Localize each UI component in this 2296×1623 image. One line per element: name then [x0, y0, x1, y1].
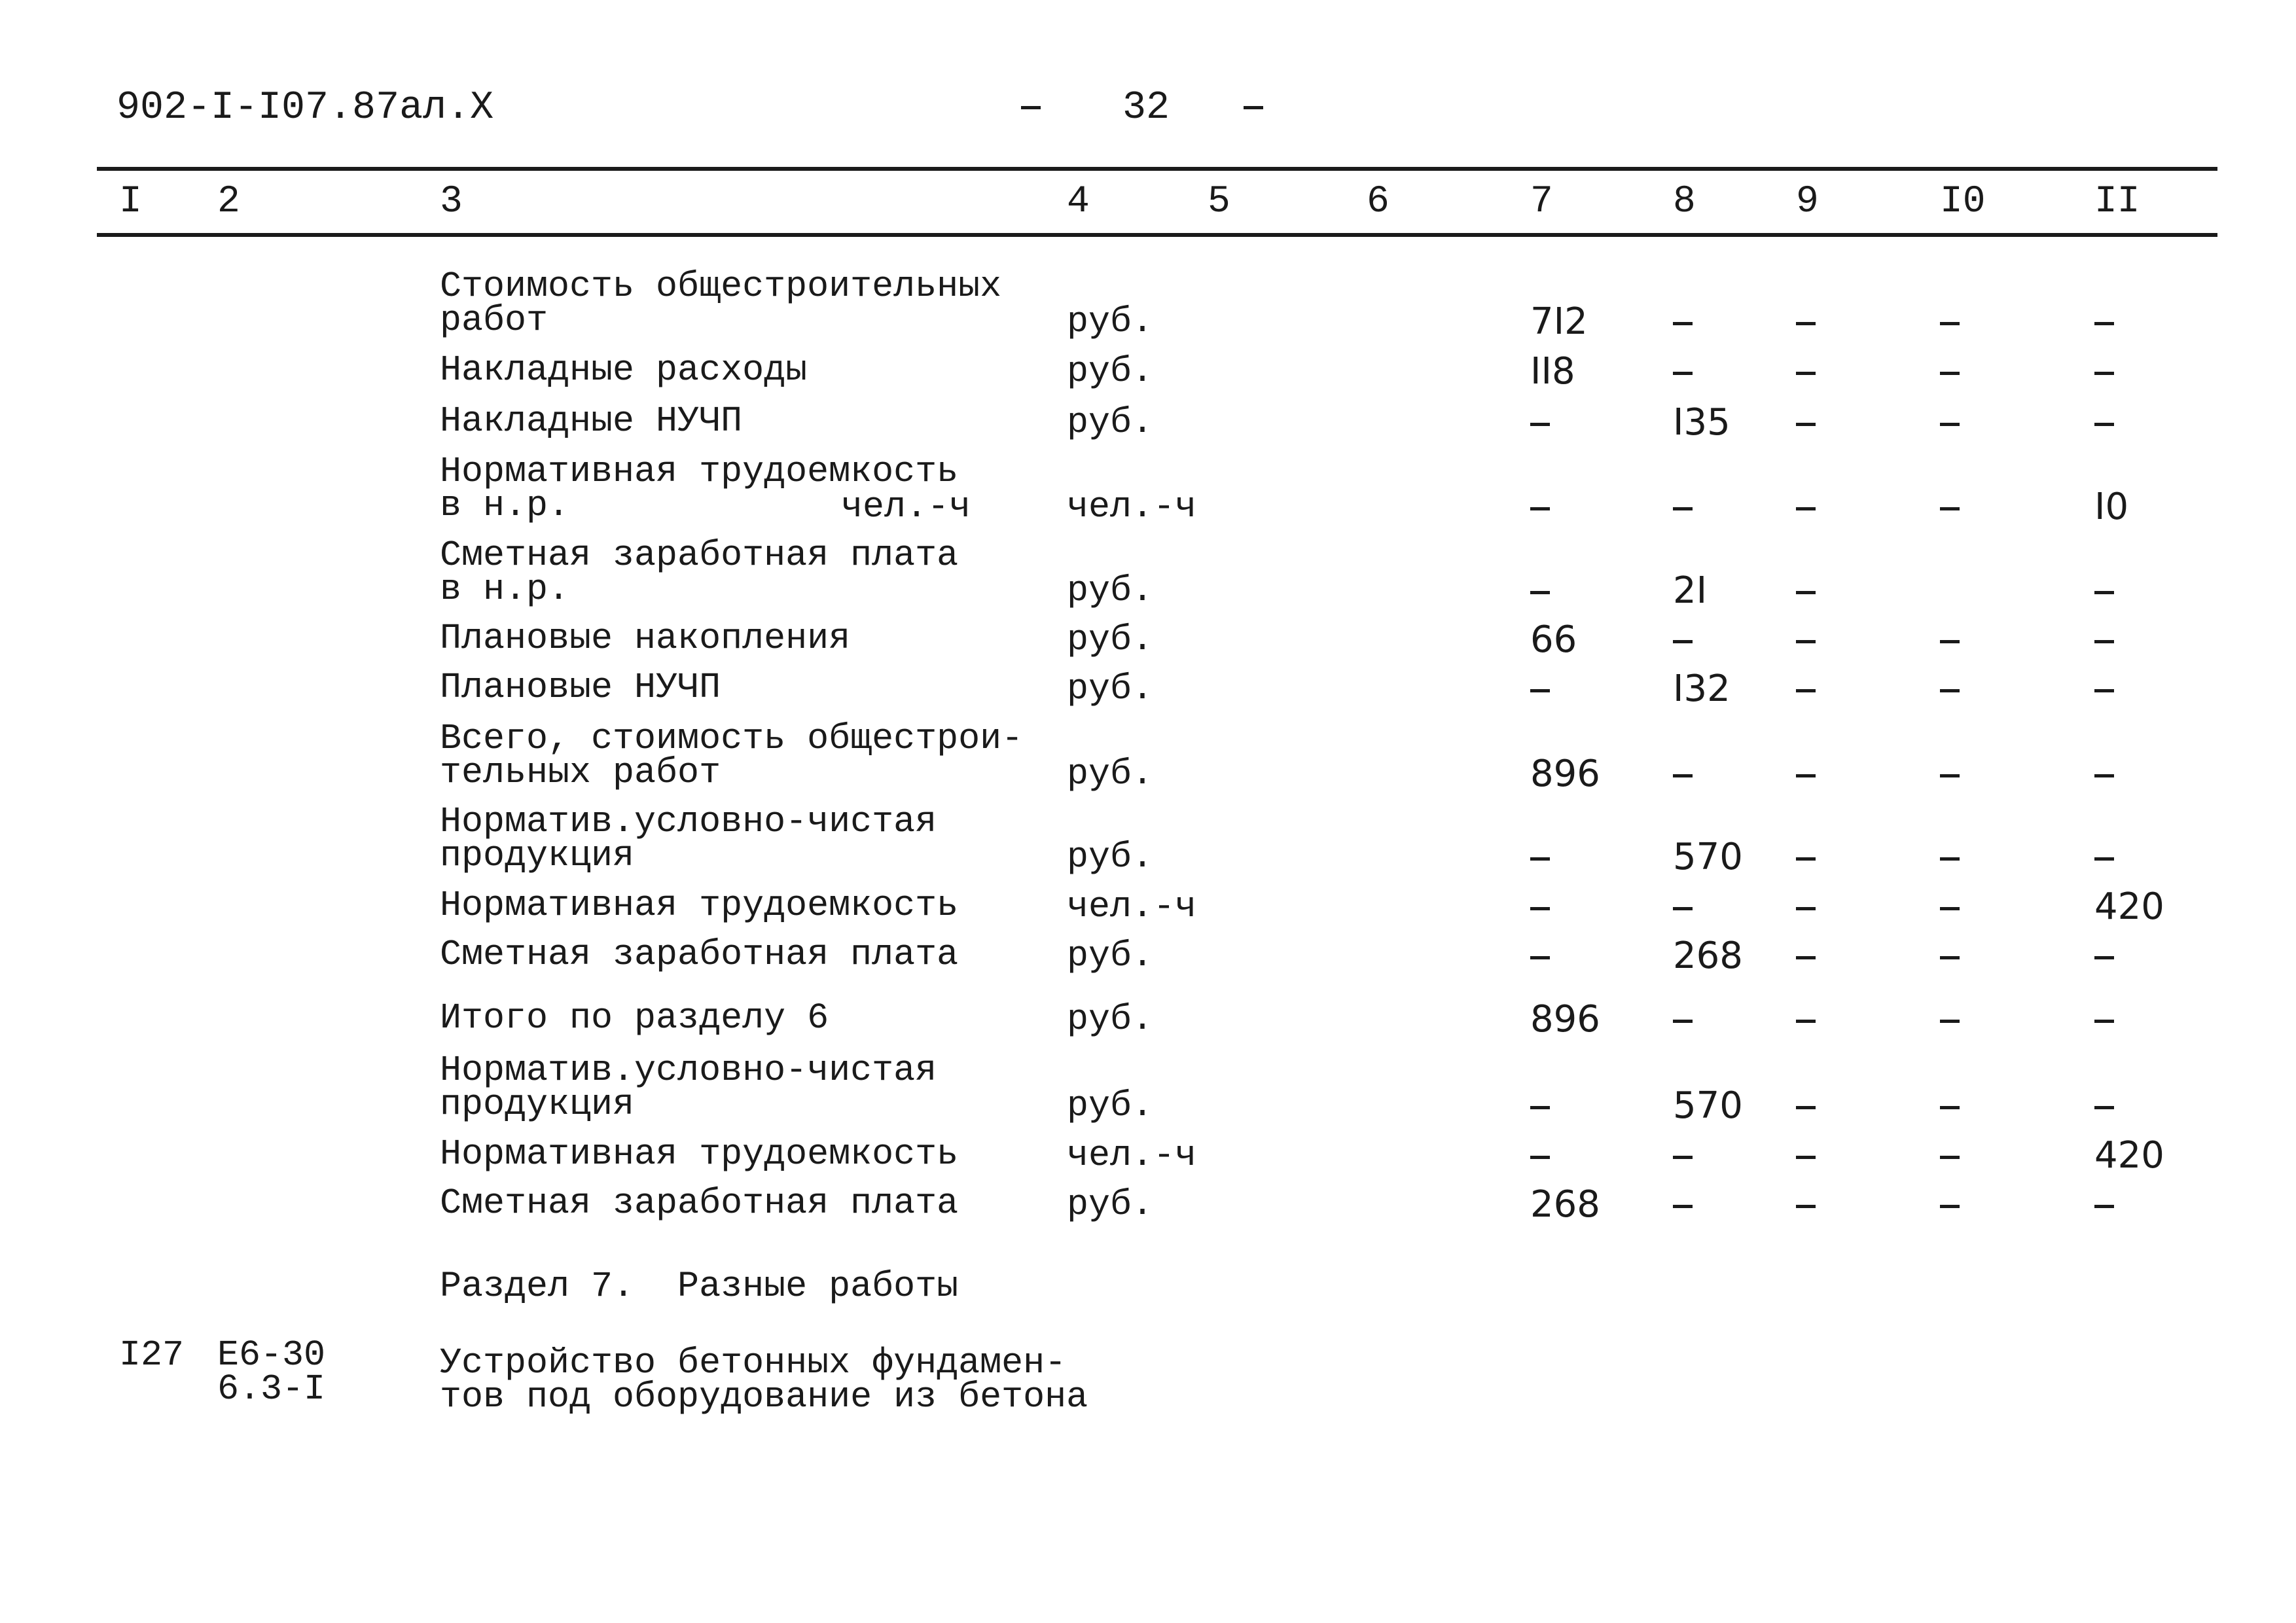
dash-value	[1796, 573, 1816, 609]
row-label: Сметная заработная плата	[440, 934, 959, 975]
row-unit: руб.	[1067, 351, 1154, 392]
row-value-col7: 7I2	[1530, 300, 1588, 343]
row-label: Норматив.условно-чистая	[440, 1050, 937, 1091]
row-label-continuation: продукция	[440, 835, 635, 876]
dash-value	[1673, 1001, 1693, 1038]
row-unit: руб.	[1067, 301, 1154, 342]
row-unit: руб.	[1067, 668, 1154, 709]
dash-value	[1673, 1137, 1693, 1174]
row-value-col8: 570	[1673, 836, 1743, 878]
col-header-11: II	[2094, 181, 2140, 223]
col-header-7: 7	[1530, 181, 1553, 223]
dash-value	[1673, 889, 1693, 925]
dash-value	[2094, 671, 2114, 707]
header-bottom-rule	[97, 233, 2217, 237]
table-top-rule	[97, 167, 2217, 171]
dash-value	[1796, 622, 1816, 658]
row-unit: руб.	[1067, 1184, 1154, 1225]
row-unit: руб.	[1067, 570, 1154, 611]
row-unit: руб.	[1067, 836, 1154, 878]
dash-value	[1940, 1137, 1960, 1174]
row-label-continuation: в н.р.	[440, 569, 570, 610]
dash-value	[1673, 622, 1693, 658]
row-label: Плановые НУЧП	[440, 667, 721, 708]
dash-value	[1530, 1137, 1550, 1174]
dash-value	[1673, 304, 1693, 340]
col-header-5: 5	[1208, 181, 1230, 223]
dash-value	[1940, 353, 1960, 390]
row-label: Нормативная трудоемкость	[440, 1133, 959, 1175]
dash-value	[1796, 404, 1816, 441]
row-label: Стоимость общестроительных	[440, 266, 1002, 307]
row-label: Сметная заработная плата	[440, 1183, 959, 1224]
dash-value	[1940, 489, 1960, 526]
dash-value	[1796, 889, 1816, 925]
dash-value	[1796, 1186, 1816, 1223]
row-label: Накладные НУЧП	[440, 401, 743, 442]
dash-value	[1940, 1088, 1960, 1124]
row-unit: руб.	[1067, 999, 1154, 1040]
dash-value	[1673, 1186, 1693, 1223]
row-unit: руб.	[1067, 935, 1154, 976]
row-value-col11: 420	[2094, 885, 2164, 928]
dash-value	[1940, 1186, 1960, 1223]
row-value-col8: 570	[1673, 1084, 1743, 1127]
row-value-col7: 66	[1530, 618, 1577, 661]
row-value-col8: I35	[1673, 401, 1731, 444]
dash-value	[1530, 889, 1550, 925]
row-unit: руб.	[1067, 1085, 1154, 1126]
dash-value	[1530, 839, 1550, 876]
section-title: Раздел 7. Разные работы	[440, 1266, 959, 1307]
dash-value	[2094, 353, 2114, 390]
col-header-8: 8	[1673, 181, 1696, 223]
dash-value	[2094, 1186, 2114, 1223]
entry-number: I27	[119, 1334, 185, 1376]
entry-description-line1: Устройство бетонных фундамен-	[440, 1342, 1067, 1383]
row-value-col8: I32	[1673, 668, 1731, 710]
row-value-col7: II8	[1530, 350, 1575, 393]
dash-value	[1940, 1001, 1960, 1038]
dash-value	[2094, 404, 2114, 441]
dash-value	[1530, 1088, 1550, 1124]
dash-value	[1673, 489, 1693, 526]
col-header-2: 2	[217, 181, 240, 223]
col-header-6: 6	[1367, 181, 1390, 223]
dash-value	[1796, 1088, 1816, 1124]
dash-value	[1796, 1001, 1816, 1038]
row-label: Накладные расходы	[440, 349, 808, 391]
dash-value	[1940, 404, 1960, 441]
dash-value	[1530, 489, 1550, 526]
row-unit: руб.	[1067, 753, 1154, 794]
page-number-dash-left	[1021, 88, 1041, 128]
row-inline-unit: чел.-ч	[841, 486, 971, 527]
row-value-col7: 896	[1530, 998, 1600, 1041]
row-label-continuation: работ	[440, 300, 548, 341]
page-number: 32	[1122, 86, 1170, 130]
row-unit: чел.-ч	[1067, 486, 1197, 527]
row-label: Итого по разделу 6	[440, 997, 829, 1039]
dash-value	[1796, 938, 1816, 974]
entry-code-line1: Е6-30	[217, 1334, 326, 1376]
col-header-1: I	[119, 181, 142, 223]
row-value-col8: 2I	[1673, 569, 1708, 612]
row-unit: чел.-ч	[1067, 1135, 1197, 1176]
dash-value	[1530, 573, 1550, 609]
page-number-dash-right	[1244, 88, 1263, 128]
col-header-9: 9	[1796, 181, 1819, 223]
row-label-continuation: продукция	[440, 1084, 635, 1125]
dash-value	[2094, 1088, 2114, 1124]
row-label-continuation: тельных работ	[440, 752, 721, 793]
row-value-col8: 268	[1673, 935, 1743, 977]
dash-value	[1940, 839, 1960, 876]
dash-value	[1673, 756, 1693, 793]
entry-description-line2: тов под оборудование из бетона	[440, 1376, 1088, 1418]
dash-value	[2094, 304, 2114, 340]
dash-value	[2094, 573, 2114, 609]
dash-value	[1940, 622, 1960, 658]
dash-value	[1940, 756, 1960, 793]
document-code: 902-I-I07.87ал.X	[117, 86, 494, 130]
row-value-col7: 896	[1530, 753, 1600, 795]
dash-value	[2094, 756, 2114, 793]
dash-value	[2094, 622, 2114, 658]
row-label: Сметная заработная плата	[440, 535, 959, 576]
dash-value	[1796, 839, 1816, 876]
row-unit: руб.	[1067, 619, 1154, 660]
col-header-4: 4	[1067, 181, 1090, 223]
dash-value	[1796, 353, 1816, 390]
row-value-col7: 268	[1530, 1183, 1600, 1226]
row-label: Нормативная трудоемкость	[440, 451, 959, 492]
dash-value	[2094, 1001, 2114, 1038]
col-header-10: I0	[1940, 181, 1986, 223]
dash-value	[1796, 304, 1816, 340]
row-value-col11: I0	[2094, 486, 2129, 528]
row-value-col11: 420	[2094, 1134, 2164, 1177]
dash-value	[1940, 889, 1960, 925]
dash-value	[1796, 756, 1816, 793]
dash-value	[1530, 938, 1550, 974]
dash-value	[1940, 938, 1960, 974]
dash-value	[1796, 489, 1816, 526]
dash-value	[1530, 671, 1550, 707]
entry-code-line2: 6.3-I	[217, 1368, 326, 1410]
row-label: Норматив.условно-чистая	[440, 801, 937, 842]
dash-value	[1796, 671, 1816, 707]
col-header-3: 3	[440, 181, 463, 223]
dash-value	[1796, 1137, 1816, 1174]
row-label: Нормативная трудоемкость	[440, 885, 959, 926]
dash-value	[1940, 304, 1960, 340]
row-label: Плановые накопления	[440, 618, 851, 659]
row-label-continuation: в н.р.	[440, 485, 570, 526]
dash-value	[2094, 839, 2114, 876]
dash-value	[1940, 671, 1960, 707]
row-unit: руб.	[1067, 402, 1154, 443]
dash-value	[1673, 353, 1693, 390]
row-label: Всего, стоимость общестрои-	[440, 718, 1024, 759]
row-unit: чел.-ч	[1067, 886, 1197, 927]
dash-value	[1530, 404, 1550, 441]
dash-value	[2094, 938, 2114, 974]
